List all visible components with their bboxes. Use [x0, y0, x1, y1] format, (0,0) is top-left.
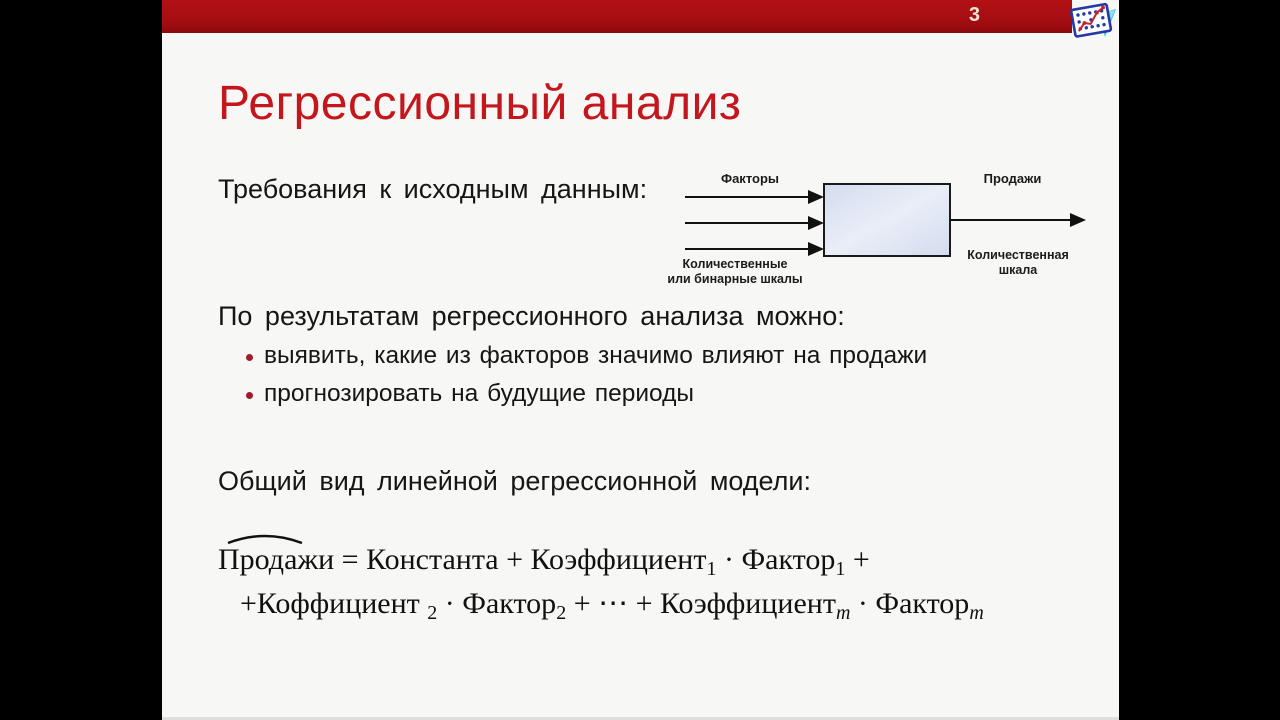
formula-hat-word: Продажи	[218, 538, 334, 582]
slide-title: Регрессионный анализ	[218, 77, 742, 130]
presentation-slide	[162, 0, 1119, 720]
scatter-plot-logo-icon	[1070, 0, 1118, 45]
bullet-dot-icon	[246, 392, 253, 399]
model-box	[824, 184, 950, 256]
formula-line-2: +Коффициент $_2$ · Фактор$_2$ + ⋯ + Коэффициент$_m$ · Фактор$_m$	[240, 587, 984, 624]
diagram-input-scale-label: Количественные или бинарные шкалы	[667, 257, 803, 286]
results-heading: По результатам регрессионного анализа можно:	[218, 301, 845, 331]
slide-header-bar	[162, 0, 1072, 33]
model-heading: Общий вид линейной регрессионной модели:	[218, 466, 812, 496]
formula-line-1: Продажи = Константа + Коэффициент$_1$ · Фактор$_1$ +	[218, 538, 984, 582]
bullet-text: прогнозировать на будущие периоды	[264, 380, 695, 407]
diagram-output-label: Продажи	[983, 171, 1042, 186]
regression-formula	[218, 538, 984, 626]
diagram-input-label: Факторы	[720, 171, 779, 186]
regression-flow-diagram	[640, 165, 1092, 295]
requirements-heading: Требования к исходным данным:	[218, 174, 648, 204]
bullet-item	[246, 380, 694, 408]
bullet-item	[246, 342, 927, 370]
hat-accent-icon	[226, 531, 306, 545]
bullet-dot-icon	[246, 354, 253, 361]
diagram-output-scale-label: Количественная шкала	[967, 248, 1069, 277]
page-number: 3	[968, 4, 980, 26]
bullet-text: выявить, какие из факторов значимо влияют на продажи	[264, 342, 928, 369]
